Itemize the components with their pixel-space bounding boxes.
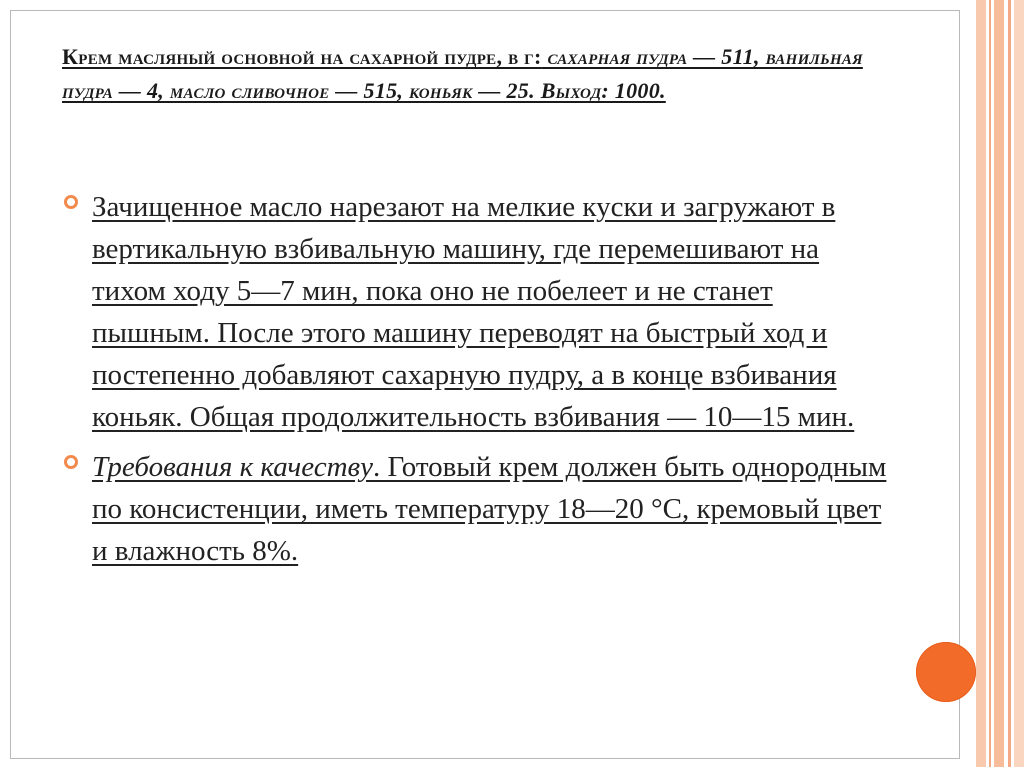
slide-title: [62, 40, 902, 108]
item-text: Зачищенное масло нарезают на мелкие куски и загружают в вертикальную взбивальную машину, где перемешивают на тихом ходу 5—7 мин, пока оно не побелеет и не станет пышным. После этого машину переводят на быстрый ход и постепенно добавляют сахарную пудру, а в конце взбивания коньяк. Общая продолжительность взбивания — 10—15 мин.: [92, 191, 855, 433]
decor-stripe: [994, 0, 1004, 767]
decor-stripe: [976, 0, 986, 767]
title-recipe: сахарная пудра — 511, ванильная пудра — 4, масло сливочное — 515, коньяк — 25. Выход: 1000.: [62, 44, 863, 103]
list-item: [60, 446, 890, 572]
decor-stripe: [989, 0, 991, 767]
title-lead: Крем масляный основной на сахарной пудре, в г:: [62, 44, 542, 69]
item-text: . Готовый крем должен быть однородным по консистенции, иметь температуру 18—20 °С, кремовый цвет и влажность 8%.: [92, 451, 887, 567]
item-italic-lead: Требования к качеству: [92, 451, 373, 483]
decor-stripe: [1008, 0, 1011, 767]
bullet-ring-icon: [64, 195, 78, 209]
list-item-text: [92, 191, 854, 433]
decor-stripe: [1014, 0, 1024, 767]
list-item-text: [92, 451, 886, 567]
bullet-list: [60, 186, 890, 580]
bullet-ring-icon: [64, 455, 78, 469]
list-item: [60, 186, 890, 438]
decor-circle: [916, 642, 976, 702]
